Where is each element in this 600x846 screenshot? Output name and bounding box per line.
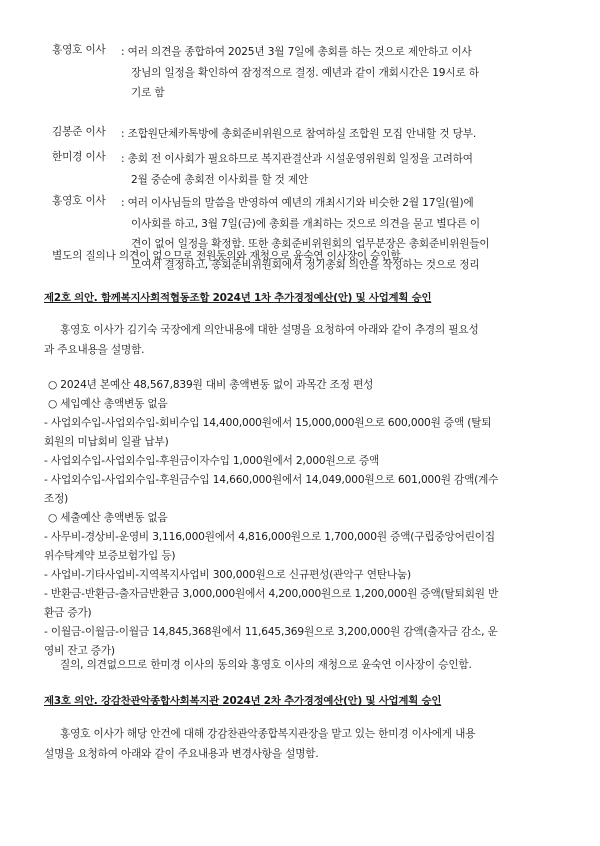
intro-line: 홍영호 이사가 해당 안건에 대해 강감찬관악종합복지관장을 맡고 있는 한미경 이사에게 내용 xyxy=(60,728,476,740)
budget-item: ○ 2024년 본예산 48,567,839원 대비 총액변동 없이 과목간 조정 편성 xyxy=(48,379,374,391)
speaker-name: 홍영호 이사 xyxy=(52,195,106,207)
budget-item: - 사업비-기타사업비-지역복지사업비 300,000원으로 신규편성(관악구 연탄나눔) xyxy=(44,569,412,581)
statement-line: 2월 중순에 총회전 이사회를 할 것 제안 xyxy=(131,173,309,186)
statement-line: : 조합원단체카톡방에 총회준비위원으로 참여하실 조합원 모집 안내할 것 당부. xyxy=(121,128,477,140)
speaker-name: 한미경 이사 xyxy=(52,151,106,163)
statement-text xyxy=(121,149,558,190)
statement-text xyxy=(121,124,558,145)
budget-item: - 사업외수입-사업외수입-후원금이자수입 1,000원에서 2,000원으로 증액 xyxy=(44,455,380,467)
budget-item: - 사무비-경상비-운영비 3,116,000원에서 4,816,000원으로 1,700,000원 증액(구립중앙어린이집 xyxy=(44,531,495,543)
budget-item: - 이월금-이월금-이월금 14,845,368원에서 11,645,369원으로 3,200,000원 감액(출자금 감소, 운 xyxy=(44,626,498,638)
statement-text xyxy=(121,42,558,104)
budget-item: - 사업외수입-사업외수입-회비수입 14,400,000원에서 15,000,000원으로 600,000원 증액 (탈퇴 xyxy=(44,417,492,429)
statement-line: 장님의 일정을 확인하여 잠정적으로 결정. 예년과 같이 개회시간은 19시로 하 xyxy=(131,66,479,79)
statement-line: : 총회 전 이사회가 필요하므로 복지관결산과 시설운영위원회 일정을 고려하여 xyxy=(121,153,473,165)
statement-line: 이사회를 하고, 3월 7일(금)에 총회를 개최하는 것으로 의견을 묻고 별다른 이 xyxy=(131,217,480,230)
budget-item: ○ 세출예산 총액변동 없음 xyxy=(48,512,168,524)
approval-statement: 질의, 의견없으므로 한미경 이사의 동의와 홍영호 이사의 재청으로 윤숙연 이사장이 승인함. xyxy=(60,659,472,671)
agenda-heading: 제3호 의안. 강감찬관악종합사회복지관 2024년 2차 추가경정예산(안) 및 사업계획 승인 xyxy=(44,695,442,707)
intro-line: 설명을 요청하여 아래와 같이 주요내용과 변경사항을 설명함. xyxy=(44,748,319,760)
budget-item: 조정) xyxy=(44,493,69,505)
approval-statement: 별도의 질의나 의견이 없으므로 전원동의와 재청으로 윤숙연 이사장이 승인함. xyxy=(52,250,404,262)
statement-line: 견이 없어 일정을 확정함. 또한 총회준비위원회의 업무분장은 총회준비위원들이 xyxy=(131,238,490,250)
statement-line: 모여서 결정하고, 총회준비위원회에서 정기총회 의안을 작성하는 것으로 정리 xyxy=(131,258,480,271)
budget-item: ○ 세입예산 총액변동 없음 xyxy=(48,398,168,410)
statement-line: : 여러 이사님들의 말씀을 반영하여 예년의 개최시기와 비슷한 2월 17일(월)에 xyxy=(121,197,474,209)
budget-item: 위수탁계약 보증보험가입 등) xyxy=(44,550,176,562)
agenda-heading: 제2호 의안. 함께복지사회적협동조합 2024년 1차 추가경정예산(안) 및 사업계획 승인 xyxy=(44,292,432,304)
budget-item: - 반환금-반환금-출자금반환금 3,000,000원에서 4,200,000원으로 1,200,000원 증액(탈퇴회원 반 xyxy=(44,588,499,600)
statement-line: : 여러 의견을 종합하여 2025년 3월 7일에 총회를 하는 것으로 제안하고 이사 xyxy=(121,46,472,58)
budget-item: 회원의 미납회비 일괄 납부) xyxy=(44,436,169,448)
budget-item: 영비 잔고 증가) xyxy=(44,645,115,657)
statement-line: 기로 함 xyxy=(131,87,165,99)
budget-item: 환금 증가) xyxy=(44,607,92,619)
budget-item: - 사업외수입-사업외수입-후원금수입 14,660,000원에서 14,049,000원으로 601,000원 감액(계수 xyxy=(44,474,499,486)
speaker-name: 홍영호 이사 xyxy=(52,44,106,56)
intro-line: 홍영호 이사가 김기숙 국장에게 의안내용에 대한 설명을 요청하여 아래와 같이 추경의 필요성 xyxy=(60,324,479,336)
intro-line: 과 주요내용을 설명함. xyxy=(44,344,145,356)
speaker-name: 김봉준 이사 xyxy=(52,126,106,138)
